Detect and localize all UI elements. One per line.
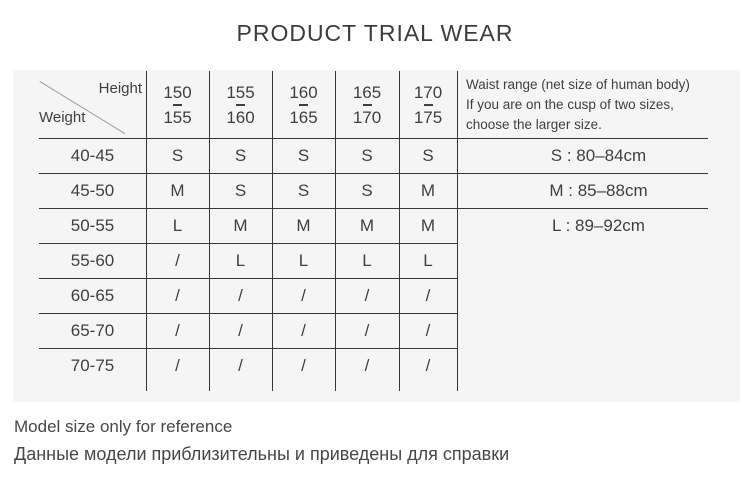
weight-row-header: 40-45 — [70, 146, 115, 165]
waist-range-l: L : 89–92cm — [552, 216, 645, 235]
size-cell: M — [170, 181, 185, 200]
weight-row-header: 50-55 — [70, 216, 115, 235]
weight-axis-label: Weight — [39, 109, 86, 126]
footer-note-en: Model size only for reference — [14, 417, 233, 436]
height-from: 150 — [163, 83, 192, 102]
size-cell: S — [171, 146, 184, 165]
weight-row-header: 55-60 — [70, 251, 115, 270]
weight-row-header: 60-65 — [70, 286, 115, 305]
page-title: PRODUCT TRIAL WEAR — [236, 20, 514, 46]
waist-range-s: S : 80–84cm — [550, 146, 647, 165]
table-corner-cell — [39, 70, 146, 138]
size-cell: M — [359, 216, 375, 235]
size-cell: M — [420, 216, 436, 235]
size-cell: / — [175, 321, 180, 340]
weight-row-header: 45-50 — [70, 181, 115, 200]
height-axis-label: Height — [98, 80, 142, 97]
size-cell: / — [238, 286, 243, 305]
footer-note-ru: Данные модели приблизительны и приведены для справки — [14, 444, 510, 464]
range-dash — [363, 104, 372, 106]
size-cell: L — [423, 251, 433, 270]
height-from: 155 — [226, 83, 255, 102]
size-cell: L — [235, 251, 246, 270]
size-cell: M — [420, 181, 436, 200]
size-cell: / — [175, 356, 180, 375]
size-cell: S — [361, 146, 373, 165]
height-from: 170 — [413, 83, 443, 102]
size-cell: / — [301, 321, 306, 340]
height-column-header — [399, 73, 457, 137]
size-cell: M — [296, 216, 311, 235]
height-to: 170 — [352, 108, 382, 127]
height-to: 175 — [413, 108, 443, 127]
range-dash — [173, 104, 182, 106]
size-cell: / — [301, 356, 306, 375]
size-cell: / — [364, 356, 370, 375]
waist-range-note — [466, 75, 690, 135]
size-table-panel — [13, 70, 740, 402]
weight-row-header: 65-70 — [70, 321, 115, 340]
height-to: 165 — [289, 108, 318, 127]
waist-note-line: Waist range (net size of human body) — [466, 77, 690, 92]
size-cell: / — [364, 321, 370, 340]
size-cell: S — [297, 181, 310, 200]
waist-note-line: If you are on the cusp of two sizes, — [466, 97, 674, 112]
size-cell: / — [301, 286, 306, 305]
size-cell: / — [175, 251, 180, 270]
height-to: 155 — [163, 108, 192, 127]
range-dash — [236, 104, 245, 106]
size-cell: M — [233, 216, 248, 235]
size-cell: / — [425, 356, 431, 375]
size-cell: S — [422, 146, 434, 165]
height-column-header — [209, 73, 272, 137]
height-to: 160 — [226, 108, 255, 127]
size-cell: / — [425, 321, 431, 340]
size-cell: / — [238, 356, 243, 375]
size-cell: L — [298, 251, 309, 270]
size-cell: / — [238, 321, 243, 340]
size-cell: / — [364, 286, 370, 305]
size-cell: S — [361, 181, 373, 200]
height-from: 165 — [352, 83, 382, 102]
height-column-header — [335, 73, 399, 137]
height-from: 160 — [289, 83, 318, 102]
size-cell: L — [172, 216, 183, 235]
waist-range-m: M : 85–88cm — [549, 181, 648, 200]
size-cell: / — [425, 286, 431, 305]
size-cell: / — [175, 286, 180, 305]
height-column-header — [272, 73, 335, 137]
size-cell: L — [362, 251, 372, 270]
range-dash — [424, 104, 433, 106]
size-cell: S — [234, 181, 247, 200]
size-cell: S — [297, 146, 310, 165]
waist-note-line: choose the larger size. — [466, 117, 602, 132]
range-dash — [299, 104, 308, 106]
weight-row-header: 70-75 — [70, 356, 115, 375]
size-cell: S — [234, 146, 247, 165]
height-column-header — [146, 73, 209, 137]
